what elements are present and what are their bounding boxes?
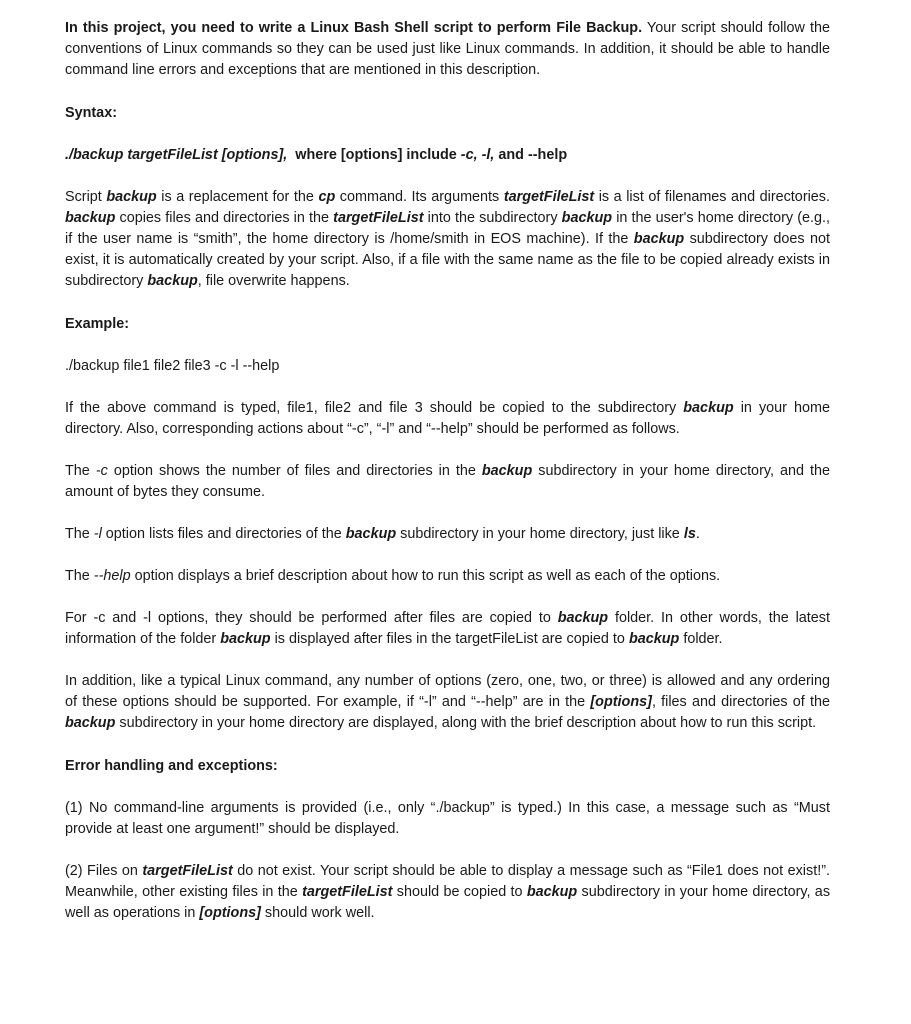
opt-c-flag: -c (95, 463, 108, 479)
error-2-target-file-list: targetFileList (142, 863, 233, 879)
order-backup: backup (628, 631, 680, 647)
any-options-paragraph (65, 671, 830, 734)
desc-backup: backup (147, 273, 198, 289)
syntax-where: where [options] include (287, 147, 461, 163)
desc-text: command. Its arguments (335, 189, 504, 205)
desc-text: is a list of filenames and directories. (594, 189, 830, 205)
order-text: For -c and -l options, they should be performed after files are copied to (65, 610, 558, 626)
error-2-paragraph (65, 861, 830, 924)
desc-text: copies files and directories in the (115, 210, 334, 226)
desc-text: Script (65, 189, 107, 205)
order-backup: backup (557, 610, 609, 626)
opt-l-text: subdirectory in your home directory, just like (396, 526, 684, 542)
desc-text: into the subdirectory (423, 210, 562, 226)
desc-backup: backup (65, 210, 116, 226)
example-text: If the above command is typed, file1, file2 and file 3 should be copied to the subdirectory (65, 400, 684, 416)
desc-target-file-list: targetFileList (503, 189, 595, 205)
example-paragraph (65, 398, 830, 440)
opt-c-backup: backup (481, 463, 533, 479)
error-2-text: (2) Files on (65, 863, 143, 879)
desc-cp: cp (318, 189, 336, 205)
any-opts-text: subdirectory in your home directory are displayed, along with the brief description about how to run this script. (115, 715, 817, 731)
desc-backup: backup (633, 231, 685, 247)
example-backup: backup (683, 400, 734, 416)
order-backup: backup (220, 631, 271, 647)
desc-text: is a replacement for the (156, 189, 319, 205)
desc-text: subdirectory does not exist, it is automatically created by your script. Also, if a file with the same name as the file to be copied already exists in subdirectory (65, 231, 831, 289)
syntax-line (65, 145, 830, 166)
opt-l-flag: -l (93, 526, 102, 542)
opt-l-text: The (65, 526, 94, 542)
syntax-options: -c, -l, (460, 147, 495, 163)
option-help-paragraph (65, 566, 830, 587)
any-opts-text: In addition, like a typical Linux command, any number of options (zero, one, two, or three) is allowed and any ordering of these options should be supported. For example, if “-l” and “--help” are in the (65, 673, 830, 710)
error-2-text: subdirectory in your home directory, as well as operations in (65, 884, 831, 921)
example-text: in your home directory. Also, corresponding actions about “-c”, “-l” and “--help” should be performed as follows. (65, 400, 831, 437)
opt-l-backup: backup (345, 526, 397, 542)
order-paragraph (65, 608, 830, 650)
any-opts-backup: backup (65, 715, 116, 731)
order-text: folder. (679, 631, 723, 647)
example-command: ./backup file1 file2 file3 -c -l --help (65, 358, 280, 374)
order-text: folder. In other words, the latest information of the folder (65, 610, 830, 647)
errors-heading: Error handling and exceptions: (65, 758, 278, 774)
error-2-backup: backup (526, 884, 578, 900)
example-heading: Example: (65, 316, 129, 332)
intro-paragraph (65, 18, 830, 81)
option-c-paragraph (65, 461, 830, 503)
any-opts-options: [options] (590, 694, 652, 710)
any-opts-text: , files and directories of the (651, 694, 830, 710)
opt-l-text: option lists files and directories of the (101, 526, 346, 542)
opt-help-flag: --help (93, 568, 131, 584)
description-paragraph (65, 187, 830, 292)
error-1-paragraph: (1) No command-line arguments is provided (i.e., only “./backup” is typed.) In this case, a message such as “Must provide at least one argument!” should be displayed. (65, 800, 830, 837)
assignment-document (65, 18, 830, 924)
opt-c-text: subdirectory in your home directory, and the amount of bytes they consume. (65, 463, 831, 500)
opt-help-text: option displays a brief description about how to run this script as well as each of the options. (130, 568, 721, 584)
intro-lead: In this project, you need to write a Linux Bash Shell script to perform File Backup. (65, 20, 643, 36)
opt-c-text: option shows the number of files and directories in the (107, 463, 482, 479)
desc-backup: backup (561, 210, 613, 226)
error-2-target-file-list: targetFileList (302, 884, 393, 900)
opt-l-text: . (695, 526, 700, 542)
desc-text: in the user's home directory (e.g., if the user name is “smith”, the home directory is /home/smith in EOS machine). If the (65, 210, 831, 247)
error-2-text: do not exist. Your script should be able to display a message such as “File1 does not exist!”. Meanwhile, other existing files in the (65, 863, 830, 900)
opt-l-ls: ls (683, 526, 696, 542)
error-2-text: should work well. (260, 905, 375, 921)
desc-text: , file overwrite happens. (197, 273, 350, 289)
opt-c-text: The (65, 463, 96, 479)
syntax-and-help: and --help (494, 147, 568, 163)
error-2-text: should be copied to (392, 884, 527, 900)
opt-help-text: The (65, 568, 94, 584)
desc-target-file-list: targetFileList (333, 210, 424, 226)
syntax-heading: Syntax: (65, 105, 117, 121)
intro-text: Your script should follow the conventions of Linux commands so they can be used just like Linux commands. In addition, it should be able to handle command line errors and exceptions that are mentioned in this description. (65, 20, 830, 78)
error-2-options: [options] (199, 905, 261, 921)
option-l-paragraph (65, 524, 830, 545)
desc-backup: backup (106, 189, 157, 205)
syntax-command: ./backup targetFileList [options], (65, 147, 288, 163)
order-text: is displayed after files in the targetFileList are copied to (270, 631, 629, 647)
